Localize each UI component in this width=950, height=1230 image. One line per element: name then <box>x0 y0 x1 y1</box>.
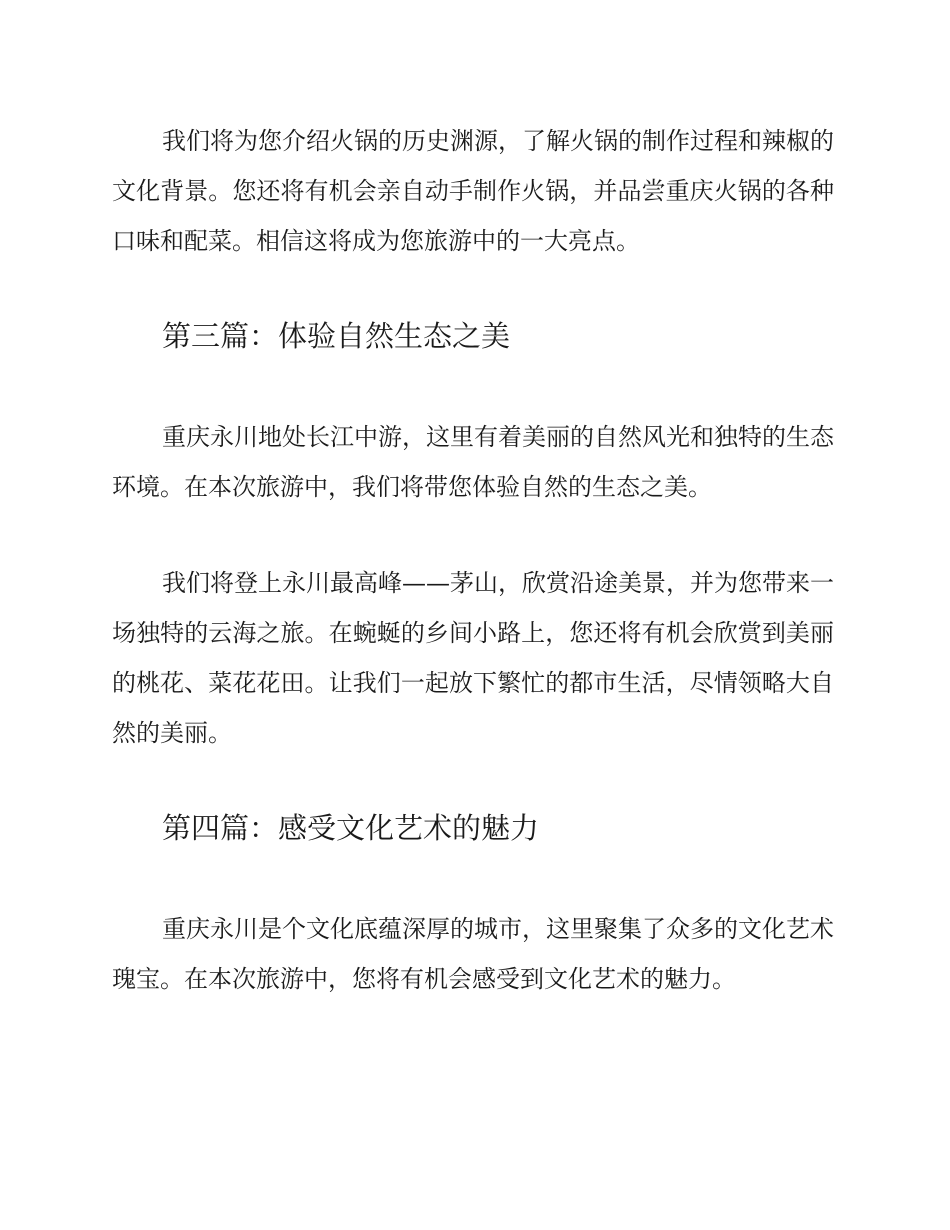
spacer <box>112 512 834 558</box>
paragraph-hotpot-intro: 我们将为您介绍火锅的历史渊源，了解火锅的制作过程和辣椒的文化背景。您还将有机会亲自动手制作火锅，并品尝重庆火锅的各种口味和配菜。相信这将成为您旅游中的一大亮点。 <box>112 127 834 255</box>
document-body <box>112 116 834 1004</box>
spacer <box>112 266 834 316</box>
section-heading-culture: 第四篇：感受文化艺术的魅力 <box>162 811 540 845</box>
spacer <box>112 848 834 904</box>
paragraph-maoshan: 我们将登上永川最高峰——茅山，欣赏沿途美景，并为您带来一场独特的云海之旅。在蜿蜒的乡间小路上，您还将有机会欣赏到美丽的桃花、菜花花田。让我们一起放下繁忙的都市生活，尽情领略大自然的美丽。 <box>112 569 834 747</box>
paragraph-culture-intro: 重庆永川是个文化底蕴深厚的城市，这里聚集了众多的文化艺术瑰宝。在本次旅游中，您将有机会感受到文化艺术的魅力。 <box>112 915 834 993</box>
spacer <box>112 758 834 808</box>
spacer <box>112 356 834 412</box>
section-heading-nature: 第三篇：体验自然生态之美 <box>162 319 511 353</box>
paragraph-nature-intro: 重庆永川地处长江中游，这里有着美丽的自然风光和独特的生态环境。在本次旅游中，我们将带您体验自然的生态之美。 <box>112 423 834 501</box>
